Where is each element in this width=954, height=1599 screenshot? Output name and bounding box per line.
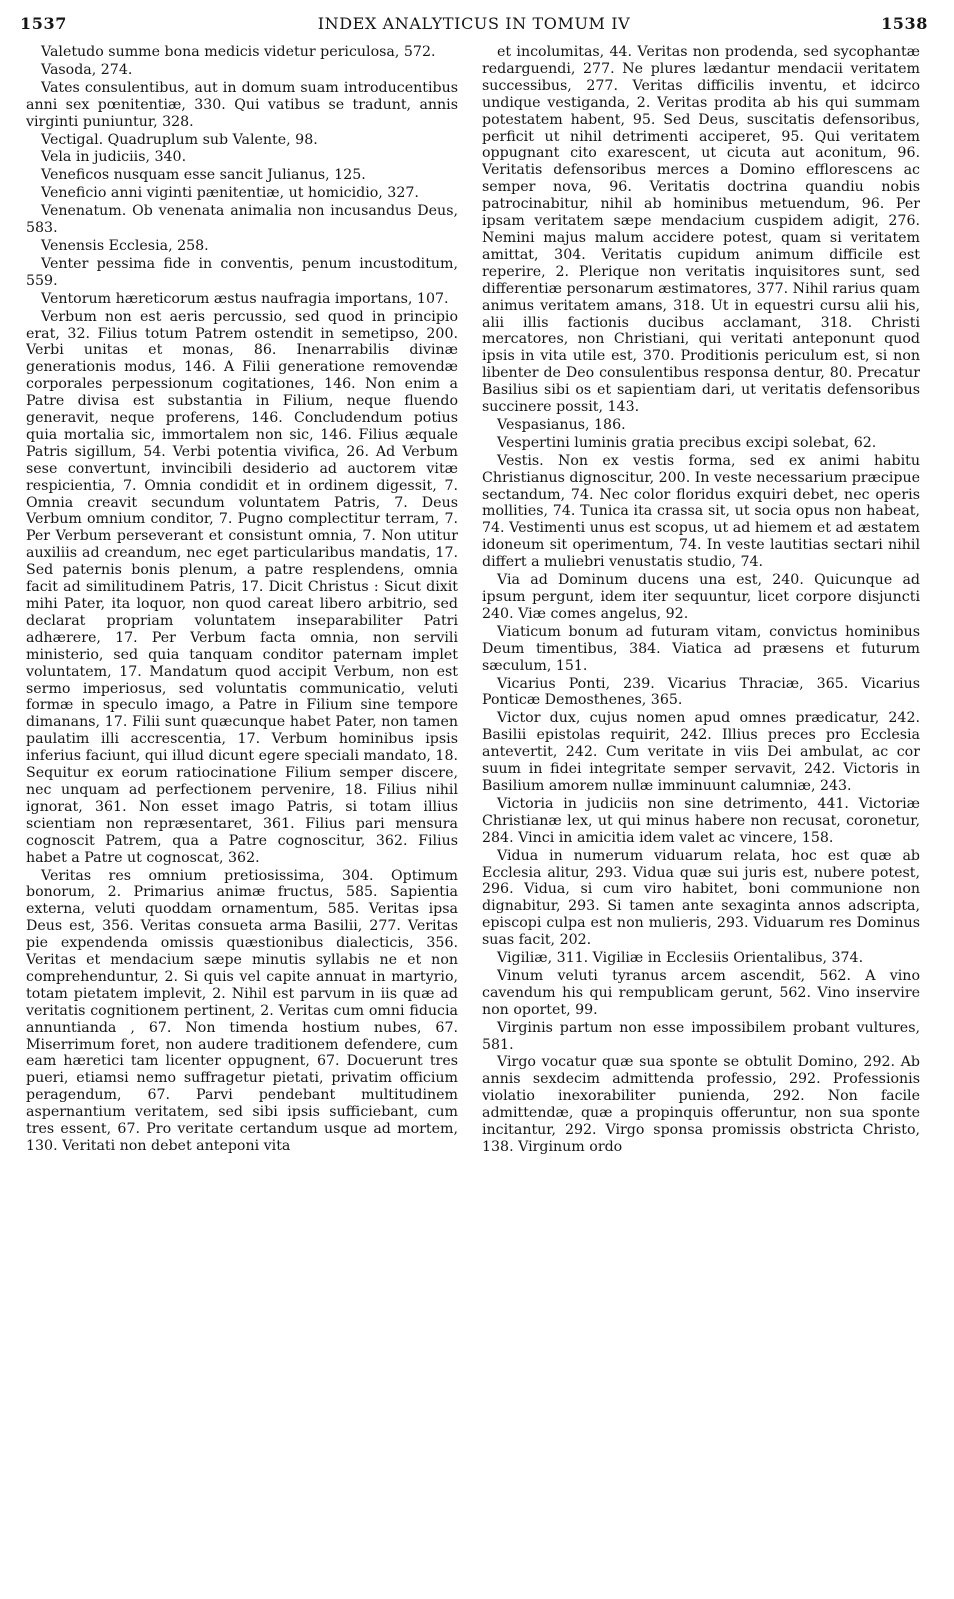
index-entry: Vasoda, 274. bbox=[41, 61, 133, 78]
index-entry: Vidua in numerum viduarum relata, hoc est quæ ab Ecclesia alitur, 293. Vidua quæ sui juris est, nubere potest, 296. Vidua, si cum viro habitet, boni communione non dignabitur, 293. Si tamen ante sexaginta annos adscripta, episcopi culpa est non mulieris, 293. Viduarum res Dominus suas facit, 202. bbox=[482, 847, 920, 949]
index-entry: Virginis partum non esse impossibilem probant vultures, 581. bbox=[482, 1019, 920, 1053]
index-entry: Vectigal. Quadruplum sub Valente, 98. bbox=[41, 131, 318, 148]
right-column bbox=[482, 44, 920, 1592]
index-entry: Veneficos nusquam esse sancit Julianus, 125. bbox=[41, 167, 366, 184]
index-entry: Vigiliæ, 311. Vigiliæ in Ecclesiis Orientalibus, 374. bbox=[497, 950, 864, 967]
page-number-left: 1537 bbox=[20, 14, 67, 33]
index-entry: Viaticum bonum ad futuram vitam, convictus hominibus Deum timentibus, 384. Viatica ad præsens et futurum sæculum, 151. bbox=[482, 623, 920, 674]
index-entry: Victoria in judiciis non sine detrimento, 441. Victoriæ Christianæ lex, ut qui minus habere non recusat, coronetur, 284. Vinci in amicitia idem valet ac vincere, 158. bbox=[482, 795, 920, 846]
index-entry: Ventorum hæreticorum æstus naufragia importans, 107. bbox=[41, 290, 449, 307]
index-entry: Virgo vocatur quæ sua sponte se obtulit Domino, 292. Ab annis sexdecim admittenda professio, 292. Professionis violatio inexorabiliter punienda, 292. Non facile admittendæ, quæ a propinquis offeruntur, non sua sponte incitantur, 292. Virgo sponsa promissis obstricta Christo, 138. Virginum ordo bbox=[482, 1054, 920, 1155]
index-entry: Via ad Dominum ducens una est, 240. Quicunque ad ipsum pergunt, idem iter sequuntur, licet corpore disjuncti 240. Viæ comes angelus, 92. bbox=[482, 572, 920, 622]
index-entry: Valetudo summe bona medicis videtur periculosa, 572. bbox=[41, 44, 436, 60]
page-header bbox=[20, 14, 928, 40]
page-number-right: 1538 bbox=[881, 14, 928, 33]
index-entry: Vinum veluti tyranus arcem ascendit, 562. A vino cavendum his qui rempublicam gerunt, 562. Vino inservire non oportet, 99. bbox=[482, 967, 920, 1018]
index-entry: Vespertini luminis gratia precibus excipi solebat, 62. bbox=[497, 434, 877, 451]
index-entry: et incolumitas, 44. Veritas non prodenda, sed sycophantæ redarguendi, 277. Ne plures lædantur mendacii veritatem successibus, 277. Veritas difficilis inventu, et idcirco undique vestiganda, 2. Veritas prodita ab his qui summam potestatem habent, 95. Sed Deus, suscitatis defensoribus, perficit ut nihil detrimenti acciperet, 95. Qui veritatem oppugnant cito exarescent, ut cicuta aut aconitum, 96. Veritatis defensoribus merces a Domino efflorescens ac semper nova, 96. Veritatis doctrina quandiu nobis patrocinabitur, nihil ab hominibus metuendum, 96. Per ipsam veritatem sæpe mendacium cuspidem adigit, 276. Nemini majus malum accidere potest, quam si veritatem amittat, 304. Veritatis cupidum animum difficile est reperire, 2. Plerique non veritatis inquisitores sunt, sed differentiæ personarum æstimatores, 377. Nihil rarius quam animus veritatem amans, 318. Ut in equestri cursu alii his, alii illis factionis ducibus acclamant, 318. Christi mercatores, non Christiani, qui veritati anteponunt quod ipsis in vita utile est, 370. Proditionis periculum est, si non libenter de Deo consulentibus responsa dentur, 80. Precatur Basilius sibi os et sapientiam dari, ut veritatis defensoribus succinere possit, 143. bbox=[482, 44, 920, 416]
index-entry: Vicarius Ponti, 239. Vicarius Thraciæ, 365. Vicarius Ponticæ Demosthenes, 365. bbox=[482, 675, 920, 709]
index-entry: Veritas res omnium pretiosissima, 304. Optimum bonorum, 2. Primarius animæ fructus, 585. Sapientia externa, veluti quoddam ornamentum, 585. Veritas ipsa Deus est, 356. Veritas consueta arma Basilii, 277. Veritas pie expendenda omissis quæstionibus dialecticis, 356. Veritas et mendacium sæpe minutis syllabis ne et non comprehenduntur, 2. Si quis vel capite annuat in martyrio, totam pietatem implevit, 2. Nihil est parvum in iis quæ ad veritatis cognitionem pertinent, 2. Veritas cum omni fiducia annuntianda , 67. Non timenda hostium nubes, 67. Miserrimum foret, non audere traditionem defendere, cum eam hæretici tam licenter oppugnent, 67. Docuerunt tres pueri, etiamsi nemo suffragetur pietati, privatim officium peragendum, 67. Parvi pendebant multitudinem aspernantium veritatem, sed sibi ipsis sufficiebant, cum tres essent, 67. Pro veritate certandum usque ad mortem, 130. Veritati non debet anteponi vita bbox=[26, 867, 458, 1154]
index-entry: Vela in judiciis, 340. bbox=[41, 149, 187, 166]
index-entry: Venensis Ecclesia, 258. bbox=[41, 237, 209, 254]
index-entry: Venter pessima fide in conventis, penum incustoditum, 559. bbox=[26, 255, 458, 289]
index-entry: Vates consulentibus, aut in domum suam introducentibus anni sex pœnitentiæ, 330. Qui vatibus se tradunt, annis virginti puniuntur, 328. bbox=[26, 79, 458, 130]
index-entry: Venenatum. Ob venenata animalia non incusandus Deus, 583. bbox=[26, 203, 458, 237]
index-entry: Vespasianus, 186. bbox=[497, 416, 626, 433]
running-title: INDEX ANALYTICUS IN TOMUM IV bbox=[317, 14, 631, 33]
index-entry: Verbum non est aeris percussio, sed quod in principio erat, 32. Filius totum Patrem ostendit in semetipso, 200. Verbi unitas et monas, 86. Inenarrabilis divinæ generationis modus, 146. A Filii generatione removendæ corporales perpessionum cogitationes, 146. Non enim a Patre divisa est substantia in Filium, neque fluendo generavit, neque proferens, 146. Concludendum potius quia mortalia sic, immortalem non sic, 146. Filius æquale Patris sigillum, 54. Verbi potentia vivifica, 26. Ad Verbum sese convertunt, invincibili desiderio ad auctorem vitæ respicientia, 7. Omnia condidit et in ordinem digessit, 7. Omnia creavit secundum voluntatem Patris, 7. Deus Verbum omnium conditor, 7. Pugno complectitur terram, 7. Per Verbum perseverant et consistunt omnia, 7. Non utitur auxiliis ad creandum, nec eget particularibus mandatis, 17. Sed paternis bonis plenum, a patre resplendens, omnia facit ad similitudinem Patris, 17. Dicit Christus : Sicut dixit mihi Pater, ita loquor, non quod careat libero arbitrio, sed declarat propriam voluntatem inseparabiliter Patri adhærere, 17. Per Verbum facta omnia, non servili ministerio, sed quia tanquam conditor paternam implet voluntatem, 17. Mandatum quod accipit Verbum, non est sermo imperiosus, sed voluntatis communicatio, veluti formæ in speculo imago, a Patre in Filium sine tempore dimanans, 17. Filii sunt quæcunque habet Pater, non tamen paulatim illi accrescentia, 17. Verbum hominibus ipsis inferius faciunt, qui illud dicunt egere speciali mandato, 18. Sequitur ex eorum ratiocinatione Filium semper discere, nec unquam ad perfectionem pervenire, 18. Filius nihil ignorat, 361. Non esset imago Patris, si totam illius scientiam non repræsentaret, 361. Filius pari mensura cognoscit Patrem, qua a Patre cognoscitur, 362. Filius habet a Patre ut cognoscat, 362. bbox=[26, 308, 458, 866]
index-entry: Victor dux, cujus nomen apud omnes prædicatur, 242. Basilii epistolas requirit, 242. Illius preces pro Ecclesia antevertit, 242. Cum veritate in viis Dei ambulat, ac cor suum in fidei integritate semper servavit, 242. Victoris in Basilium amorem nullæ imminuunt calumniæ, 243. bbox=[482, 710, 920, 794]
index-entry: Vestis. Non ex vestis forma, sed ex animi habitu Christianus dignoscitur, 200. In veste necessarium præcipue sectandum, 74. Nec color floridus exquiri debet, nec operis mollities, 74. Tunica ita crassa sit, ut socia opus non habeat, 74. Vestimenti unus est scopus, ut ad hiemem et ad æstatem idoneum sit operimentum, 74. In veste lautitias sectari nihil differt a muliebri venustatis studio, 74. bbox=[482, 452, 920, 571]
index-entry: Veneficio anni viginti pænitentiæ, ut homicidio, 327. bbox=[41, 185, 419, 202]
left-column bbox=[26, 44, 458, 1592]
